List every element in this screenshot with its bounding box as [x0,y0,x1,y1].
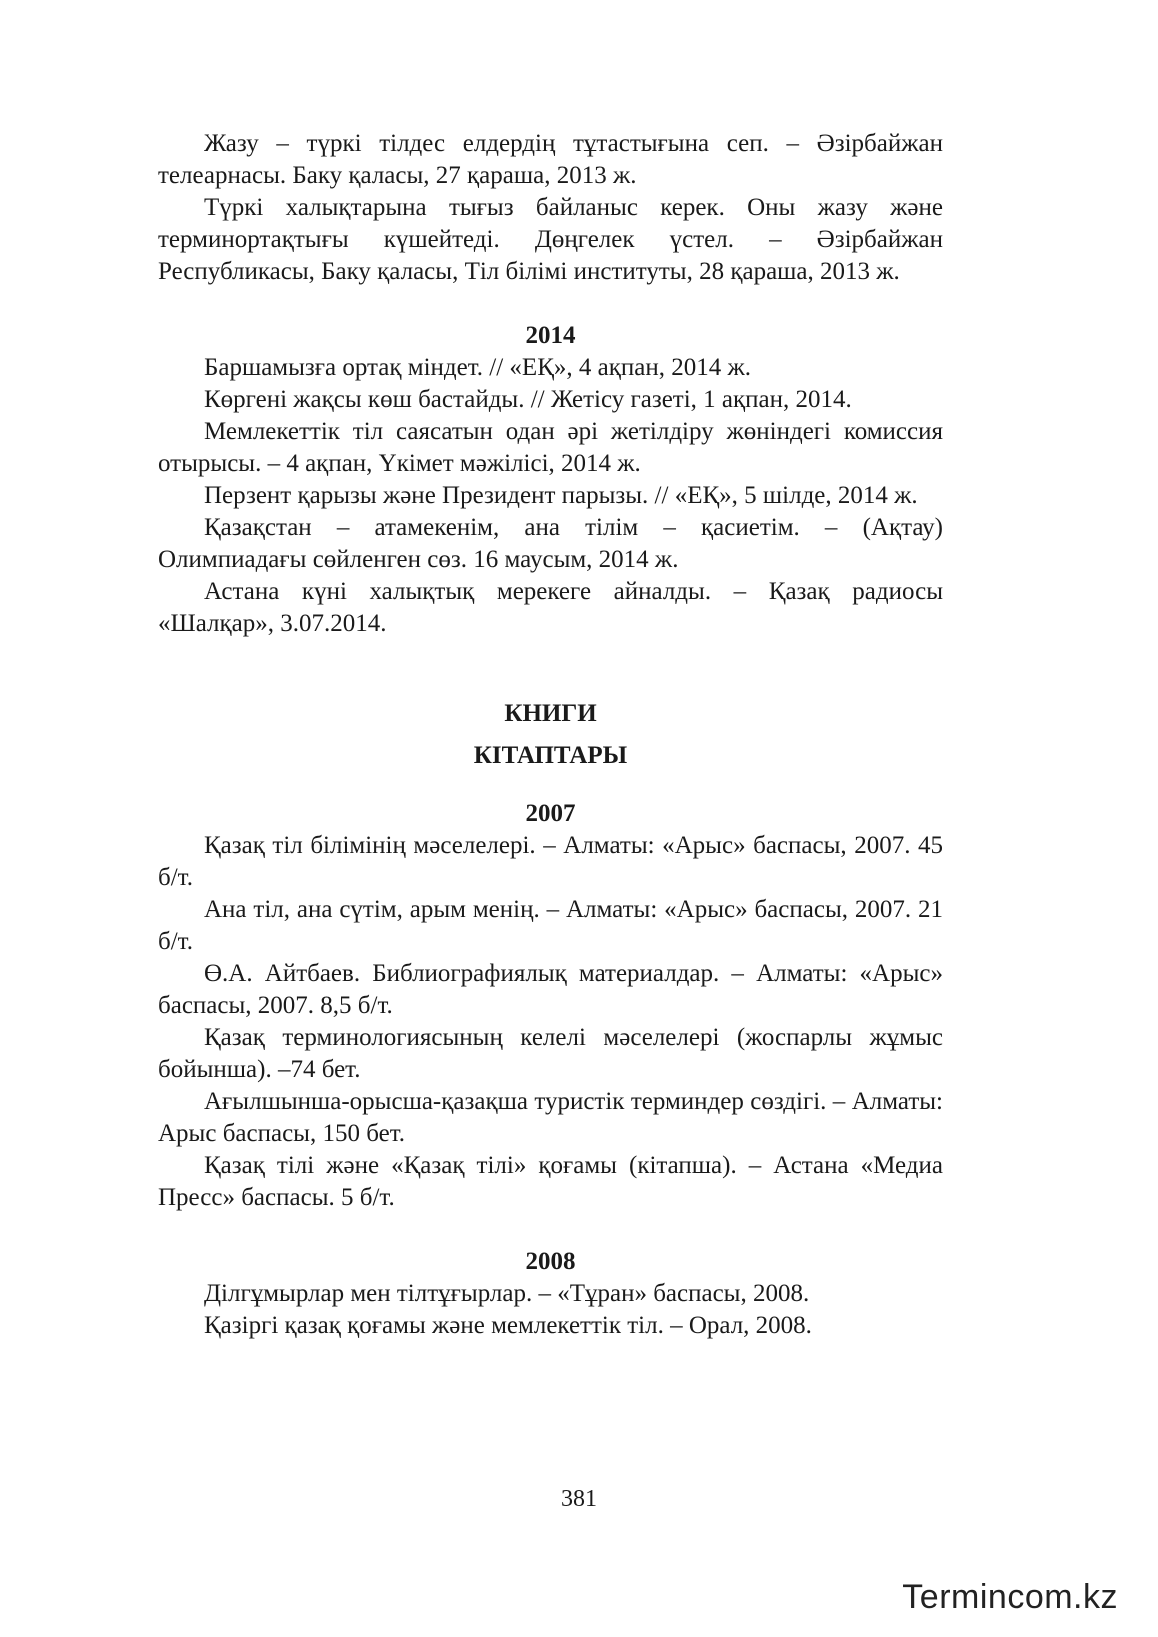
bib-entry: Ана тіл, ана сүтім, арым менің. – Алматы: «Арыс» баспасы, 2007. 21 б/т. [158,896,943,955]
bib-entry: Қазақ терминологиясының келелі мәселелері (жоспарлы жұмыс бойынша). –74 бет. [158,1024,943,1083]
year-heading-2014: 2014 [525,322,576,349]
bib-entry: Қазақстан – атамекенім, ана тілім – қасиетім. – (Ақтау) Олимпиадағы сөйленген сөз. 16 маусым, 2014 ж. [158,514,943,573]
section-heading-books-kz: КІТАПТАРЫ [473,742,628,769]
bib-entry: Жазу – түркі тілдес елдердің тұтастығына сеп. – Әзірбайжан телеарнасы. Баку қаласы, 27 қараша, 2013 ж. [158,130,943,189]
year-heading-2007: 2007 [525,800,576,827]
page-body [158,128,943,1342]
page-number: 381 [561,1486,597,1512]
watermark-logo: Termincom.kz [902,1578,1118,1616]
bib-entry: Баршамызға ортақ міндет. // «ЕҚ», 4 ақпан, 2014 ж. [204,354,751,381]
year-heading-2008: 2008 [525,1248,576,1275]
bib-entry: Көргені жақсы көш бастайды. // Жетісу газеті, 1 ақпан, 2014. [204,386,852,413]
bib-entry: Қазақ тіл білімінің мәселелері. – Алматы: «Арыс» баспасы, 2007. 45 б/т. [158,832,943,891]
bib-entry: Ағылшынша-орысша-қазақша туристік терминдер сөздігі. – Алматы: Арыс баспасы, 150 бет. [158,1088,943,1147]
bib-entry: Ө.А. Айтбаев. Библиографиялық материалдар. – Алматы: «Арыс» баспасы, 2007. 8,5 б/т. [158,960,943,1019]
bib-entry: Қазақ тілі және «Қазақ тілі» қоғамы (кітапша). – Астана «Медиа Пресс» баспасы. 5 б/т. [158,1152,943,1211]
bib-entry: Ділгұмырлар мен тілтұғырлар. – «Тұран» баспасы, 2008. [204,1280,810,1307]
bib-entry: Түркі халықтарына тығыз байланыс керек. Оны жазу және терминортақтығы күшейтеді. Дөңгелек үстел. – Әзірбайжан Республикасы, Баку қаласы, Тіл білімі институты, 28 қараша, 2013 ж. [158,194,943,285]
bib-entry: Мемлекеттік тіл саясатын одан әрі жетілдіру жөніндегі комиссия отырысы. – 4 ақпан, Үкімет мәжілісі, 2014 ж. [158,418,943,477]
section-heading-books-ru: КНИГИ [504,700,597,727]
bib-entry: Перзент қарызы және Президент парызы. // «ЕҚ», 5 шілде, 2014 ж. [204,482,918,509]
bib-entry: Қазіргі қазақ қоғамы және мемлекеттік тіл. – Орал, 2008. [204,1312,812,1339]
bib-entry: Астана күні халықтық мерекеге айналды. – Қазақ радиосы «Шалқар», 3.07.2014. [158,578,943,637]
